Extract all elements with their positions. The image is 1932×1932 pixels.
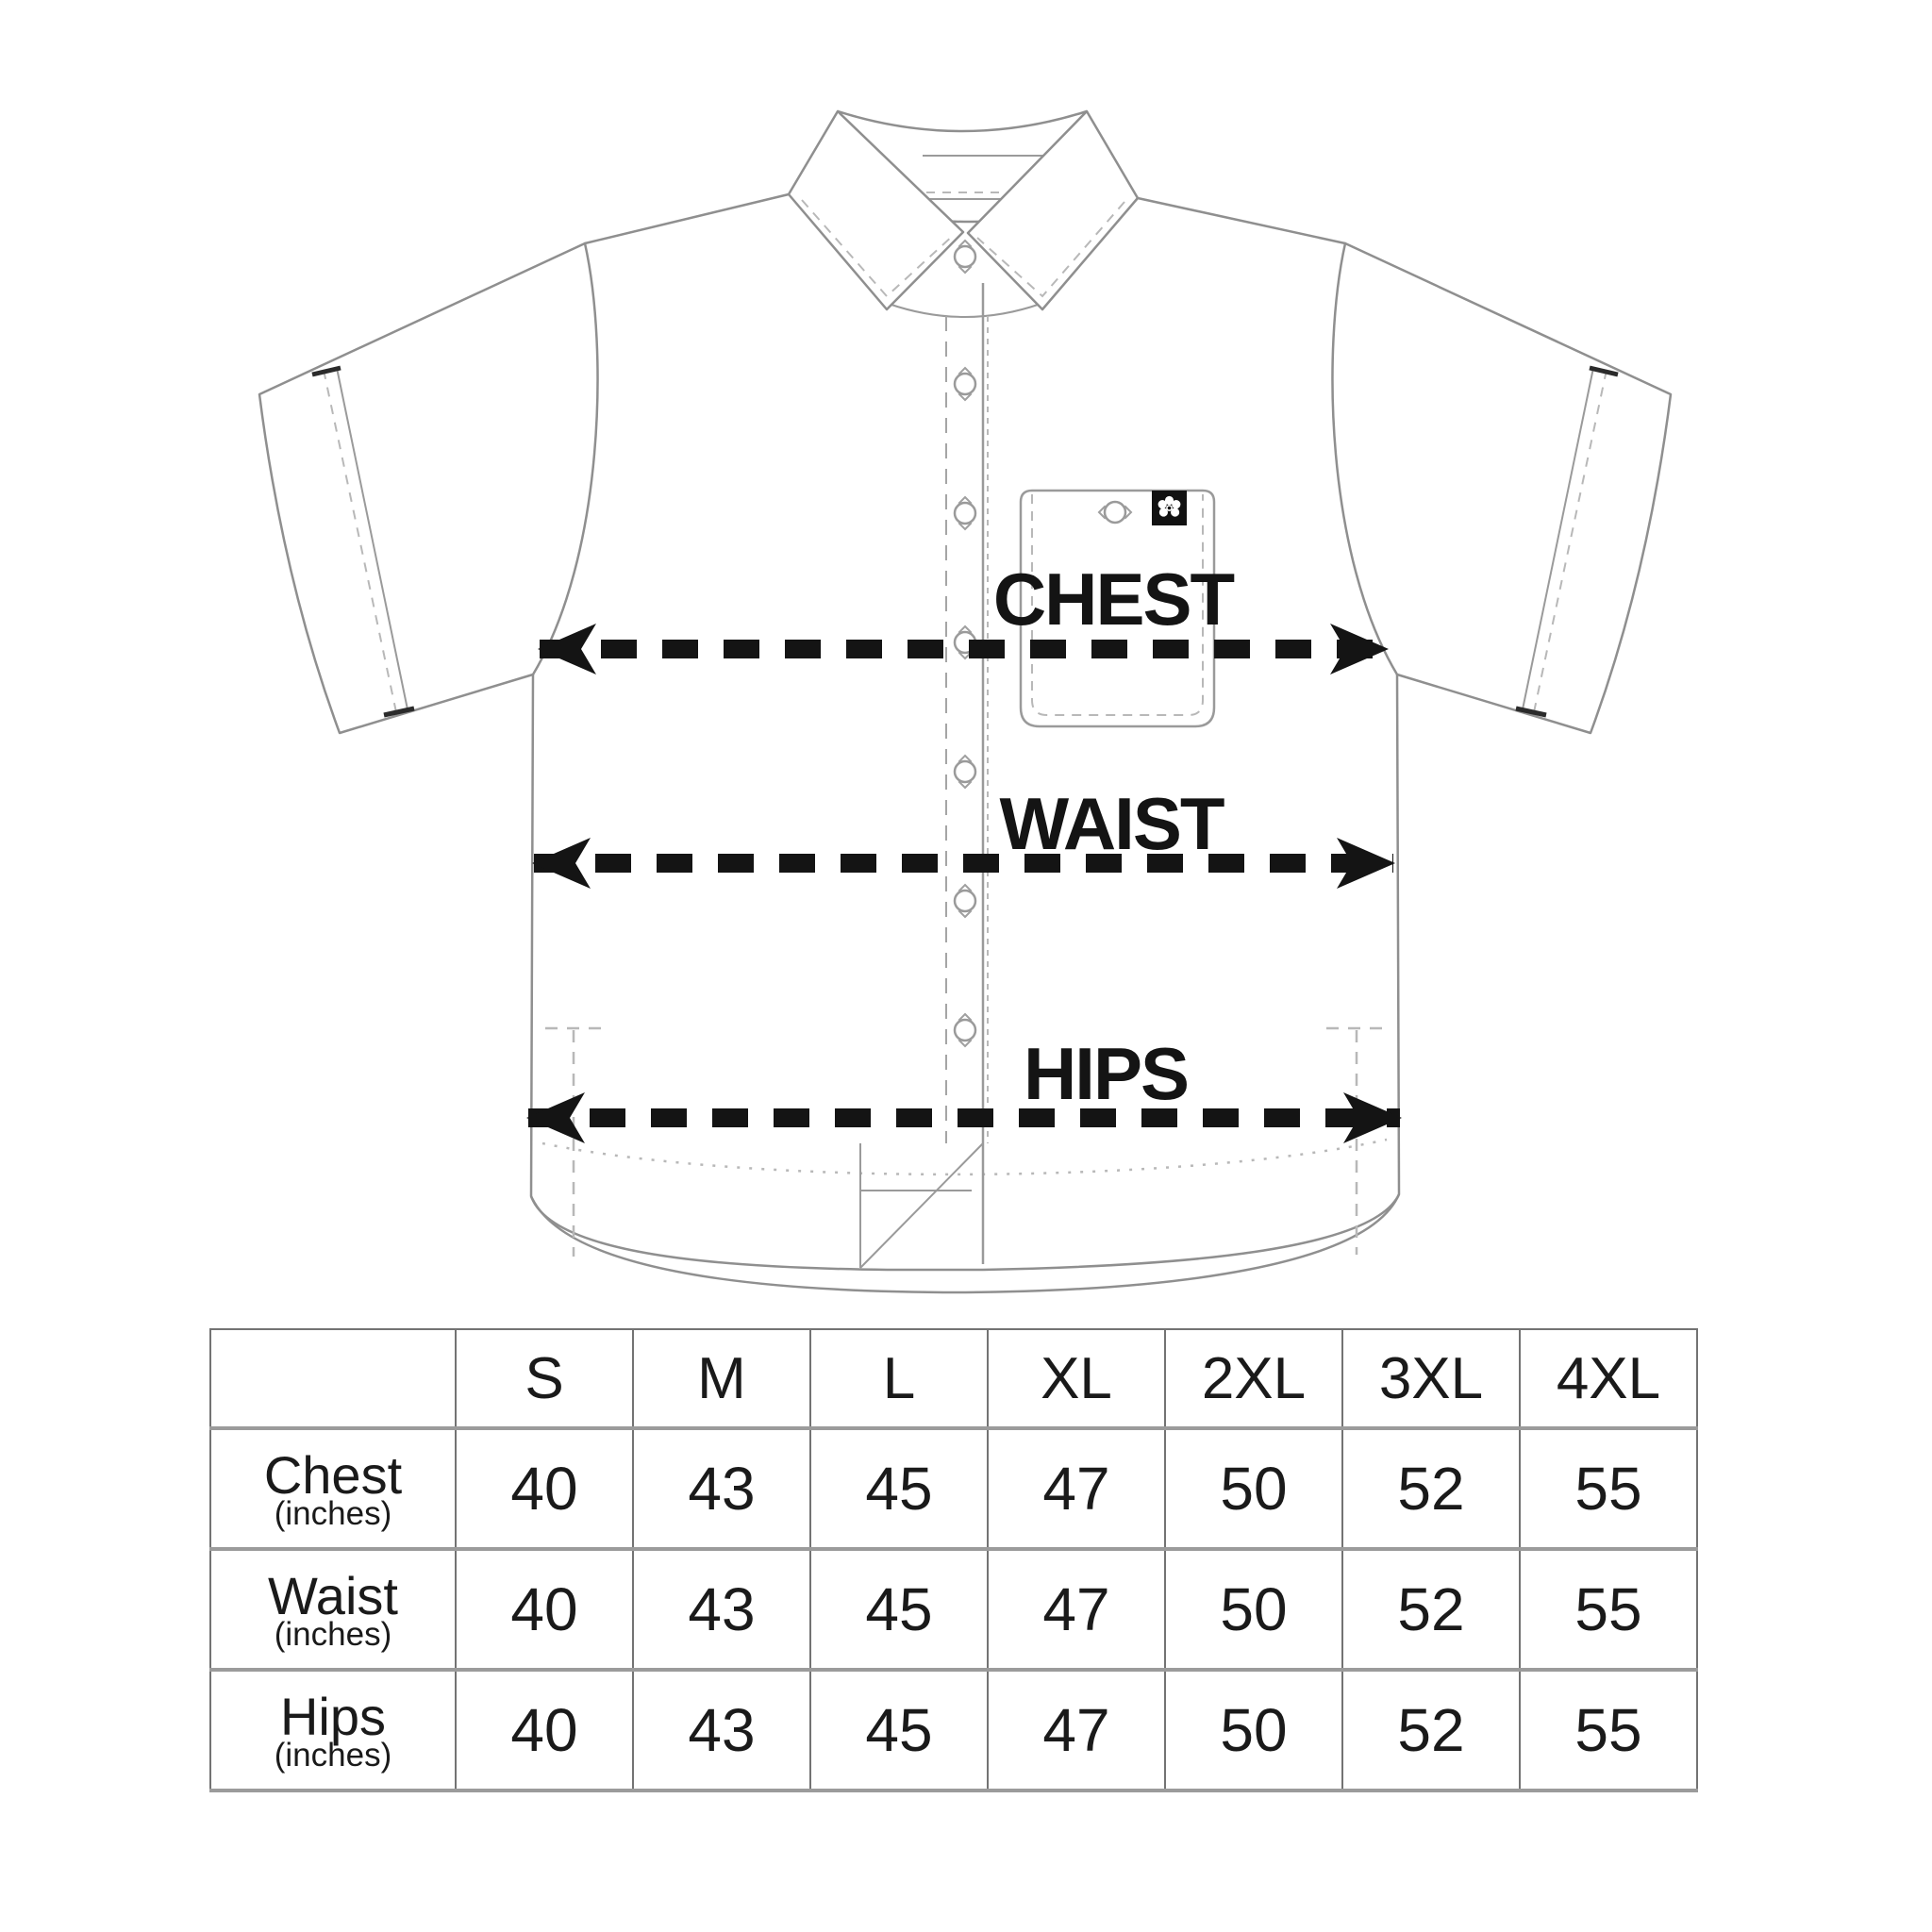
shirt-body — [531, 194, 1399, 1292]
size-cell: 55 — [1520, 1670, 1697, 1790]
size-cell: 43 — [633, 1670, 810, 1790]
chest-label: CHEST — [992, 558, 1234, 641]
size-cell: 40 — [456, 1428, 633, 1549]
size-cell: 52 — [1342, 1428, 1520, 1549]
row-label-waist — [210, 1549, 456, 1670]
size-cell: 50 — [1165, 1549, 1342, 1670]
table-row-waist — [210, 1549, 1697, 1670]
row-label-unit: (inches) — [274, 1737, 392, 1774]
row-label-chest — [210, 1428, 456, 1549]
column-header-m: M — [633, 1329, 810, 1428]
table-header-row — [210, 1329, 1697, 1428]
table-row-hips — [210, 1670, 1697, 1790]
size-cell: 52 — [1342, 1549, 1520, 1670]
size-cell: 40 — [456, 1670, 633, 1790]
size-cell: 43 — [633, 1428, 810, 1549]
table-row-chest — [210, 1428, 1697, 1549]
size-cell: 47 — [988, 1670, 1165, 1790]
size-cell: 50 — [1165, 1670, 1342, 1790]
column-header-l: L — [810, 1329, 988, 1428]
size-cell: 52 — [1342, 1670, 1520, 1790]
waist-label: WAIST — [999, 782, 1224, 865]
size-chart-table — [209, 1328, 1698, 1792]
column-header-3xl: 3XL — [1342, 1329, 1520, 1428]
column-header-4xl: 4XL — [1520, 1329, 1697, 1428]
size-cell: 47 — [988, 1428, 1165, 1549]
hips-label: HIPS — [1023, 1032, 1189, 1115]
column-header-2xl: 2XL — [1165, 1329, 1342, 1428]
size-cell: 45 — [810, 1670, 988, 1790]
size-cell: 43 — [633, 1549, 810, 1670]
corner-cell — [210, 1329, 456, 1428]
size-cell: 50 — [1165, 1428, 1342, 1549]
row-label-unit: (inches) — [274, 1495, 392, 1533]
size-cell: 40 — [456, 1549, 633, 1670]
size-cell: 47 — [988, 1549, 1165, 1670]
row-label-hips — [210, 1670, 456, 1790]
row-label-text: Hips — [279, 1687, 387, 1747]
column-header-xl: XL — [988, 1329, 1165, 1428]
size-cell: 55 — [1520, 1549, 1697, 1670]
size-cell: 45 — [810, 1549, 988, 1670]
size-cell: 55 — [1520, 1428, 1697, 1549]
size-cell: 45 — [810, 1428, 988, 1549]
row-label-unit: (inches) — [274, 1616, 392, 1654]
row-label-text: Waist — [268, 1566, 398, 1626]
flower-logo-icon — [1152, 491, 1187, 525]
column-header-s: S — [456, 1329, 633, 1428]
row-label-text: Chest — [263, 1445, 403, 1506]
